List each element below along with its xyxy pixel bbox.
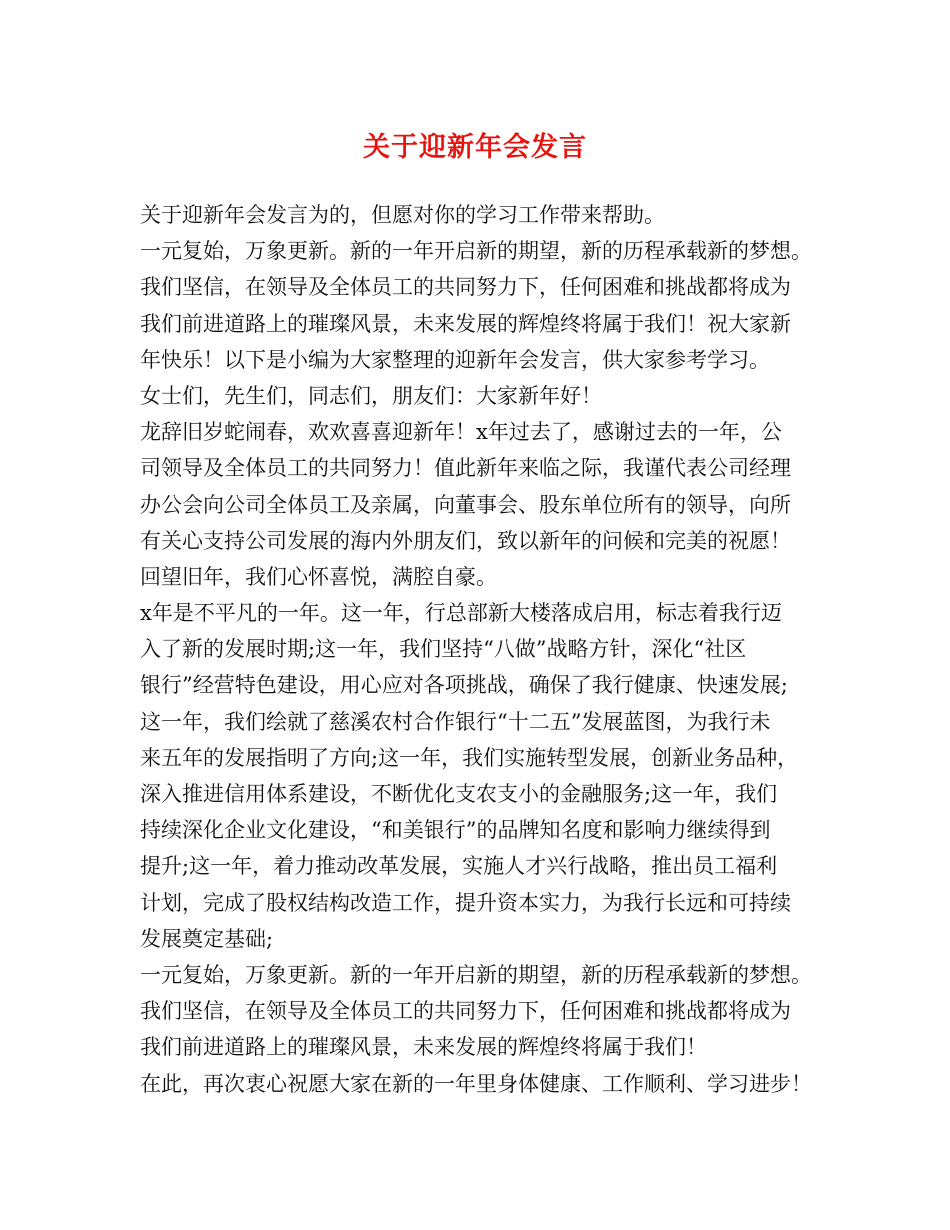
body-line: 我们坚信，在领导及全体员工的共同努力下，任何困难和挑战都将成为: [140, 275, 791, 300]
body-line: 我们坚信，在领导及全体员工的共同努力下，任何困难和挑战都将成为: [140, 999, 791, 1024]
body-line: 我们前进道路上的璀璨风景，未来发展的辉煌终将属于我们！: [140, 1035, 707, 1060]
body-line: 办公会向公司全体员工及亲属，向董事会、股东单位所有的领导，向所: [140, 492, 791, 517]
body-line: 女士们，先生们，同志们，朋友们：大家新年好！: [140, 383, 602, 408]
document-body: [140, 197, 840, 1102]
body-line: 持续深化企业文化建设，“和美银行”的品牌知名度和影响力继续得到: [140, 818, 771, 843]
body-line: 银行”经营特色建设，用心应对各项挑战，确保了我行健康、快速发展;: [140, 673, 788, 698]
body-line: 入了新的发展时期;这一年，我们坚持“八做”战略方针，深化“社区: [140, 637, 747, 662]
body-line: 这一年，我们绘就了慈溪农村合作银行“十二五”发展蓝图，为我行未: [140, 709, 771, 734]
body-line: 龙辞旧岁蛇闹春，欢欢喜喜迎新年！x年过去了，感谢过去的一年，公: [140, 420, 782, 445]
body-line: 来五年的发展指明了方向;这一年，我们实施转型发展，创新业务品种，: [140, 745, 799, 770]
body-line: 司领导及全体员工的共同努力！值此新年来临之际，我谨代表公司经理: [140, 456, 791, 481]
body-line: 深入推进信用体系建设，不断优化支农支小的金融服务;这一年，我们: [140, 782, 778, 806]
body-line: x年是不平凡的一年。这一年，行总部新大楼落成启用，标志着我行迈: [140, 601, 782, 626]
body-line: 提升;这一年，着力推动改革发展，实施人才兴行战略，推出员工福利: [140, 854, 778, 879]
body-line: 关于迎新年会发言为的，但愿对你的学习工作带来帮助。: [140, 203, 665, 227]
body-line: 在此，再次衷心祝愿大家在新的一年里身体健康、工作顺利、学习进步！: [140, 1071, 812, 1096]
document-title: 关于迎新年会发言: [363, 132, 587, 163]
body-line: 年快乐！以下是小编为大家整理的迎新年会发言，供大家参考学习。: [140, 347, 770, 372]
body-line: 计划，完成了股权结构改造工作，提升资本实力，为我行长远和可持续: [140, 890, 791, 915]
body-line: 一元复始，万象更新。新的一年开启新的期望，新的历程承载新的梦想。: [140, 962, 812, 987]
body-line: 有关心支持公司发展的海内外朋友们，致以新年的问候和完美的祝愿！: [140, 528, 791, 553]
body-line: 回望旧年，我们心怀喜悦，满腔自豪。: [140, 564, 497, 589]
body-line: 发展奠定基础;: [140, 926, 274, 951]
body-line: 一元复始，万象更新。新的一年开启新的期望，新的历程承载新的梦想。: [140, 239, 812, 264]
body-line: 我们前进道路上的璀璨风景，未来发展的辉煌终将属于我们！祝大家新: [140, 311, 791, 336]
